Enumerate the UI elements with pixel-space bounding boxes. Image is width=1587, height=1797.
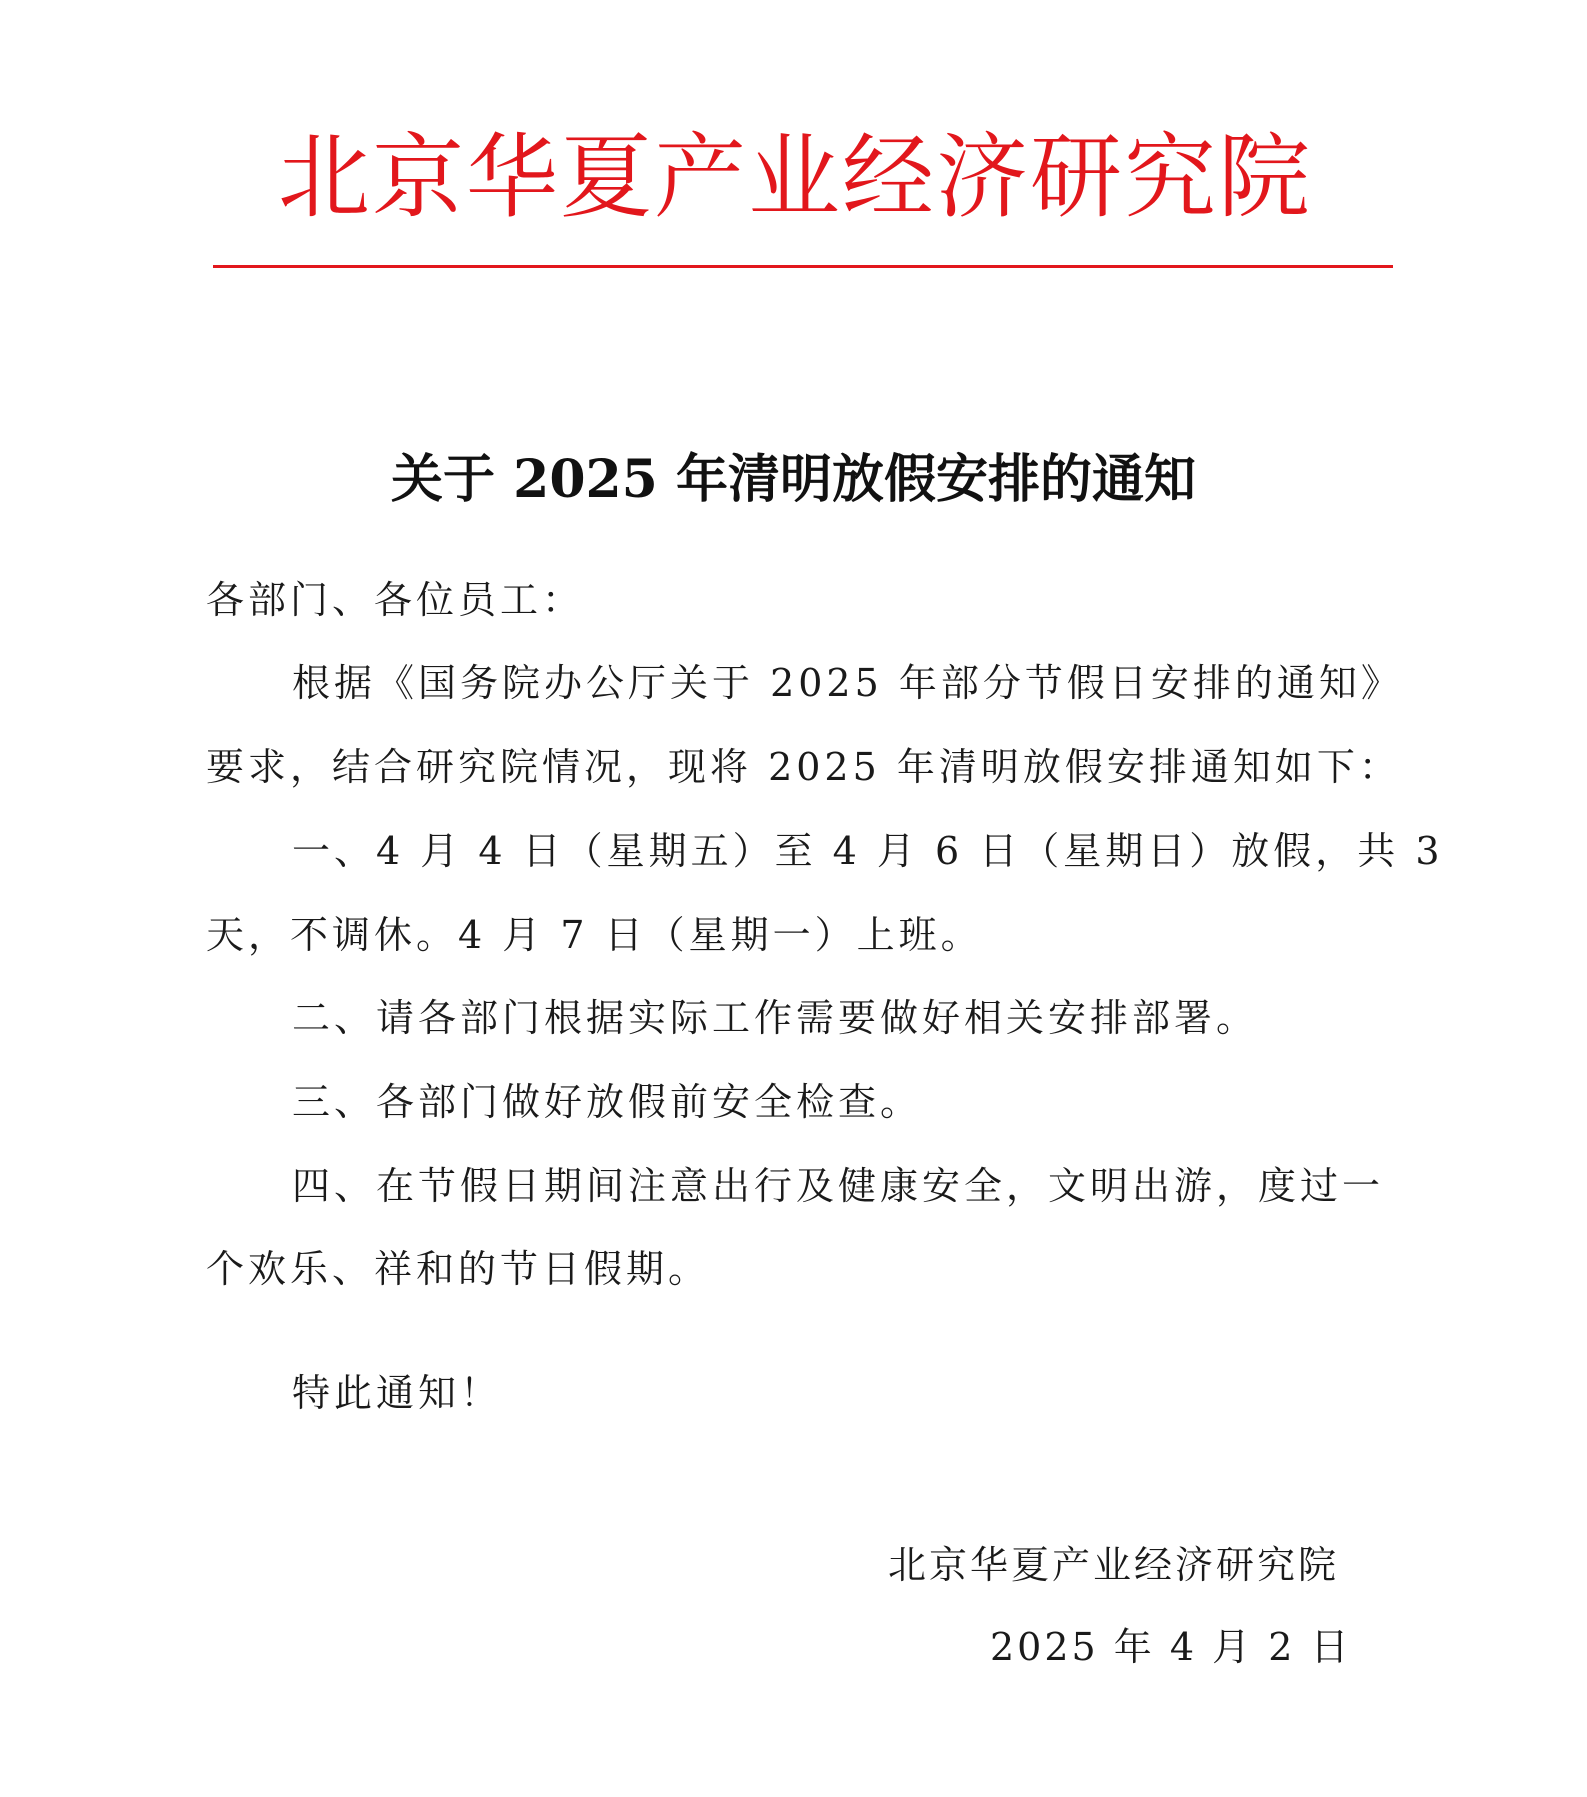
paragraph-2-line-1: 一、4 月 4 日（星期五）至 4 月 6 日（星期日）放假，共 3 (292, 829, 1444, 873)
signature-date: 2025 年 4 月 2 日 (990, 1625, 1352, 1669)
paragraph-2-line-2: 天，不调休。4 月 7 日（星期一）上班。 (206, 913, 983, 957)
salutation: 各部门、各位员工： (206, 578, 585, 622)
letterhead-org-name: 北京华夏产业经济研究院 (277, 124, 1312, 231)
paragraph-1-line-2: 要求，结合研究院情况，现将 2025 年清明放假安排通知如下： (206, 745, 1401, 789)
paragraph-5-line-1: 四、在节假日期间注意出行及健康安全，文明出游，度过一 (292, 1164, 1385, 1208)
paragraph-1-line-1: 根据《国务院办公厅关于 2025 年部分节假日安排的通知》 (292, 661, 1403, 705)
paragraph-5-line-2: 个欢乐、祥和的节日假期。 (206, 1247, 711, 1291)
signature-org: 北京华夏产业经济研究院 (888, 1543, 1340, 1587)
letterhead-divider (213, 265, 1393, 268)
closing-line: 特此通知！ (292, 1371, 503, 1415)
paragraph-3: 二、请各部门根据实际工作需要做好相关安排部署。 (292, 996, 1259, 1040)
notice-title: 关于 2025 年清明放假安排的通知 (391, 449, 1196, 510)
paragraph-4: 三、各部门做好放假前安全检查。 (292, 1080, 923, 1124)
